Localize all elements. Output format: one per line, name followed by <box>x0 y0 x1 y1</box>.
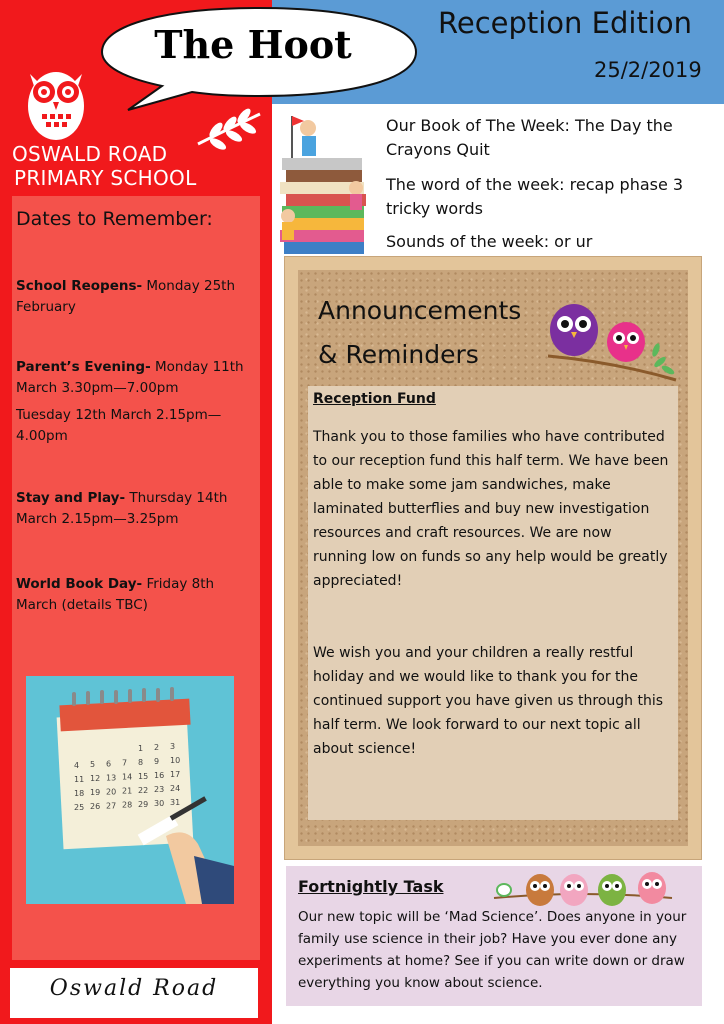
school-name-line2: PRIMARY SCHOOL <box>14 166 197 190</box>
calendar-day-number: 25 <box>74 803 85 812</box>
calendar-day-number: 2 <box>154 743 160 752</box>
calendar-day-number: 16 <box>154 771 165 780</box>
word-of-the-week: The word of the week: recap phase 3 tricky words <box>386 175 684 218</box>
owl-logo-icon <box>20 60 92 142</box>
calendar-day-number: 27 <box>106 801 117 811</box>
calendar-day-number: 23 <box>154 785 165 794</box>
calendar-day-number: 29 <box>138 799 149 809</box>
calendar-day-number: 1 <box>138 743 144 753</box>
owls-on-branch-icon <box>544 300 684 386</box>
reception-fund-heading: Reception Fund <box>313 391 436 407</box>
date-item-parents-evening-tuesday <box>16 405 252 447</box>
book-stack-illustration <box>274 112 378 256</box>
newsletter-title: The Hoot <box>154 22 352 67</box>
calendar-day-number: 15 <box>138 771 149 781</box>
calendar-day-number: 10 <box>170 756 181 766</box>
date-item-stay-and-play <box>16 488 252 530</box>
calendar-illustration <box>26 676 234 904</box>
calendar-day-number: 21 <box>122 786 133 796</box>
date-item-text: Friday 8th March (details TBC) <box>16 576 215 613</box>
edition-title: Reception Edition <box>438 6 692 40</box>
calendar-day-number: 26 <box>90 802 101 812</box>
calendar-day-number: 11 <box>74 775 85 784</box>
calendar-day-number: 17 <box>170 770 181 780</box>
calendar-day-number: 5 <box>90 760 96 770</box>
calendar-day-number: 7 <box>122 758 128 768</box>
date-item-text: Monday 25th February <box>16 278 236 315</box>
date-item-text: Tuesday 12th March 2.15pm—4.00pm <box>16 407 222 444</box>
date-item-label: Stay and Play- <box>16 490 126 506</box>
date-item-parents-evening <box>16 357 252 399</box>
announcements-title-line1: Announcements <box>318 296 522 325</box>
calendar-day-number: 30 <box>154 799 165 808</box>
reception-fund-paragraph: Thank you to those families who have contributed to our reception fund this half term. We have been able to make some jam sandwiches, make laminated butterflies and buy new investigation resources and craft resources. We are now running low on funds so any help would be greatly appreciated! <box>313 429 669 589</box>
calendar-day-number: 24 <box>170 784 181 794</box>
calendar-day-number: 12 <box>90 774 101 784</box>
date-item-school-reopens <box>16 276 252 318</box>
sounds-of-the-week: Sounds of the week: or ur <box>386 232 593 251</box>
calendar-day-number: 6 <box>106 759 112 769</box>
announcements-title-line2: & Reminders <box>318 340 479 369</box>
date-item-label: Parent’s Evening- <box>16 359 151 375</box>
calendar-day-number: 13 <box>106 773 117 783</box>
fortnightly-task-body: Our new topic will be ‘Mad Science’. Does anyone in your family use science in their job? Have you ever done any experiments at home? See if you can write down or draw everything you know about science. <box>298 909 687 991</box>
calendar-day-number: 22 <box>138 785 149 795</box>
date-item-text: Monday 11th March 3.30pm—7.00pm <box>16 359 244 396</box>
calendar-day-number: 20 <box>106 787 117 797</box>
calendar-day-number: 19 <box>90 788 101 798</box>
calendar-day-number: 3 <box>170 742 176 752</box>
date-item-label: World Book Day- <box>16 576 143 592</box>
book-of-the-week: Our Book of The Week: The Day the Crayons Quit <box>386 116 673 159</box>
date-item-text: Thursday 14th March 2.15pm—3.25pm <box>16 490 228 527</box>
calendar-day-number: 9 <box>154 757 160 766</box>
date-item-label: School Reopens- <box>16 278 143 294</box>
footer-school-name: Oswald Road <box>49 976 219 1001</box>
calendar-day-number: 28 <box>122 800 133 810</box>
fortnightly-task-title: Fortnightly Task <box>298 877 444 896</box>
school-name-line1: OSWALD ROAD <box>12 142 168 166</box>
calendar-day-number: 8 <box>138 757 144 767</box>
calendar-day-number: 4 <box>74 761 80 770</box>
date-item-world-book-day <box>16 574 252 616</box>
holiday-message-paragraph: We wish you and your children a really restful holiday and we would like to thank you for the continued support you have given us through this half term. We look forward to our next topic all about science! <box>313 645 664 757</box>
calendar-day-number: 18 <box>74 789 85 798</box>
dates-title: Dates to Remember: <box>16 208 213 230</box>
edition-date: 25/2/2019 <box>594 58 702 82</box>
calendar-day-number: 31 <box>170 798 181 808</box>
calendar-day-number: 14 <box>122 772 133 782</box>
